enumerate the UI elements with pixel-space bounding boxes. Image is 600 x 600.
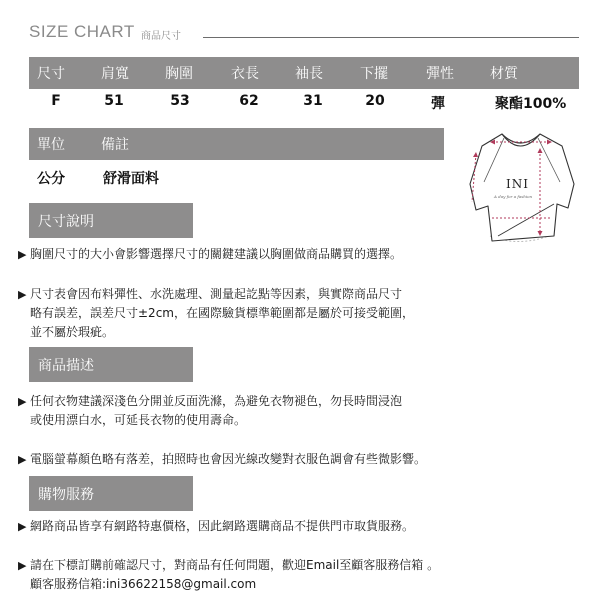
triangle-right-icon: ▶ bbox=[18, 453, 27, 466]
unit-header-unit: 單位 bbox=[37, 137, 65, 153]
title-divider bbox=[203, 37, 579, 38]
triangle-right-icon: ▶ bbox=[18, 520, 27, 533]
list-item-text: 請在下標訂購前確認尺寸，對商品有任何問題，歡迎Email至顧客服務信箱 。 bbox=[30, 558, 440, 572]
size-header-material: 材質 bbox=[490, 66, 518, 82]
size-header-chest: 胸圍 bbox=[165, 66, 193, 82]
list-item bbox=[18, 556, 439, 594]
unit-value: 公分 bbox=[37, 171, 65, 187]
triangle-right-icon: ▶ bbox=[18, 395, 27, 408]
section-shopping-service-title: 購物服務 bbox=[38, 486, 94, 503]
sleeve-value: 31 bbox=[303, 93, 323, 109]
title-sub: 商品尺寸 bbox=[141, 31, 181, 42]
list-item-text: 顧客服務信箱:ini36622158@gmail.com bbox=[30, 577, 257, 591]
note-value: 舒滑面料 bbox=[103, 171, 159, 187]
list-item-text: 胸圍尺寸的大小會影響選擇尺寸的關鍵建議以胸圍做商品購買的選擇。 bbox=[30, 247, 403, 261]
list-item bbox=[18, 450, 426, 469]
title-main: SIZE CHART bbox=[29, 22, 135, 41]
size-table-header bbox=[29, 57, 579, 89]
shoulder-value: 51 bbox=[104, 93, 124, 109]
figure-tagline: A day for a fashion bbox=[494, 194, 533, 199]
size-header-elasticity: 彈性 bbox=[426, 66, 454, 82]
section-shopping-service-header bbox=[29, 476, 193, 511]
list-item-text: 電腦螢幕顏色略有落差，拍照時也會因光線改變對衣服色調會有些微影響。 bbox=[30, 452, 427, 466]
figure-logo: INI bbox=[506, 177, 529, 191]
length-value: 62 bbox=[239, 93, 259, 109]
chest-value: 53 bbox=[170, 93, 190, 109]
list-item-text: 並不屬於瑕疵。 bbox=[30, 325, 115, 339]
list-item-text: 網路商品皆享有網路特惠價格，因此網路選購商品不提供門市取貨服務。 bbox=[30, 519, 415, 533]
triangle-right-icon: ▶ bbox=[18, 288, 27, 301]
section-size-explain-title: 尺寸說明 bbox=[38, 213, 94, 230]
section-size-explain-header bbox=[29, 203, 193, 238]
garment-measurement-figure bbox=[462, 124, 580, 244]
triangle-right-icon: ▶ bbox=[18, 559, 27, 572]
size-header-shoulder: 肩寬 bbox=[101, 66, 129, 82]
elasticity-value: 彈 bbox=[431, 96, 445, 112]
unit-table-header bbox=[29, 128, 444, 160]
list-item bbox=[18, 392, 402, 430]
list-item-text: 任何衣物建議深淺色分開並反面洗滌，為避免衣物褪色，勿長時間浸泡 bbox=[30, 394, 403, 408]
section-product-desc-title: 商品描述 bbox=[38, 357, 94, 374]
size-header-hem: 下擺 bbox=[360, 66, 388, 82]
size-header-sleeve: 袖長 bbox=[295, 66, 323, 82]
unit-header-note: 備註 bbox=[101, 137, 129, 153]
triangle-right-icon: ▶ bbox=[18, 248, 27, 261]
list-item-text: 尺寸表會因布料彈性、水洗處理、測量起訖點等因素，與實際商品尺寸 bbox=[30, 287, 403, 301]
size-header-length: 衣長 bbox=[231, 66, 259, 82]
material-value: 聚酯100% bbox=[495, 96, 567, 112]
list-item-text: 略有誤差，誤差尺寸±2cm，在國際驗貨標準範圍都是屬於可接受範圍， bbox=[30, 306, 414, 320]
list-item-text: 或使用漂白水，可延長衣物的使用壽命。 bbox=[30, 413, 247, 427]
hem-value: 20 bbox=[365, 93, 385, 109]
size-header-size: 尺寸 bbox=[37, 66, 65, 82]
list-item bbox=[18, 517, 414, 536]
list-item bbox=[18, 285, 414, 342]
list-item bbox=[18, 245, 402, 264]
section-product-desc-header bbox=[29, 347, 193, 382]
size-chart-title bbox=[29, 22, 579, 46]
size-value: F bbox=[51, 93, 61, 109]
